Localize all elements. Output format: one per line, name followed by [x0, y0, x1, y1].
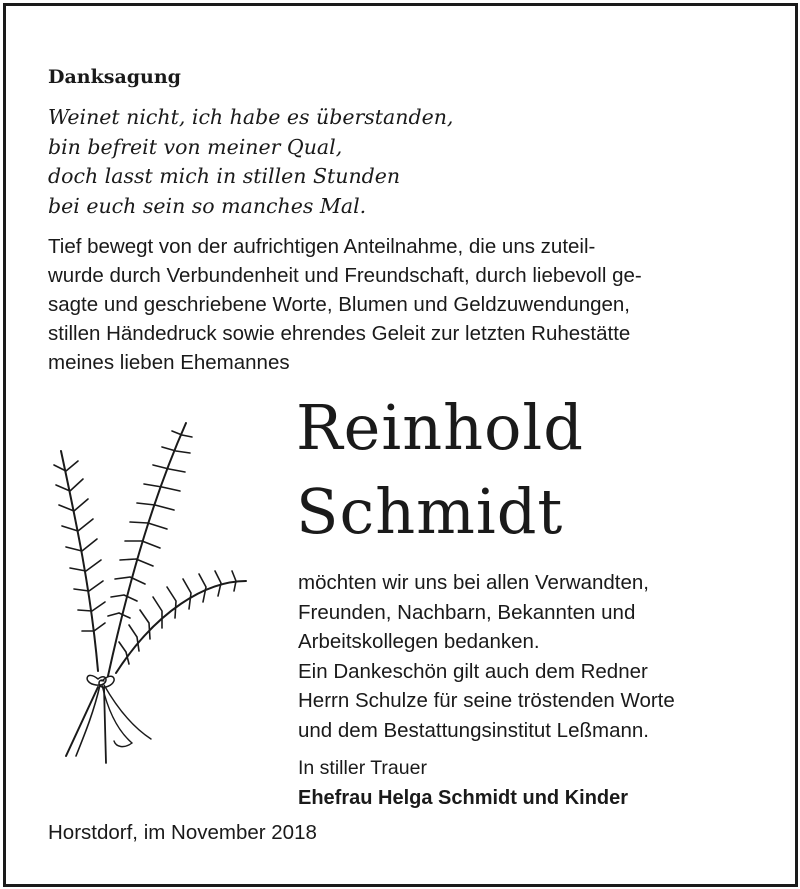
thanks-paragraph	[298, 568, 675, 745]
last-name: Schmidt	[296, 475, 564, 548]
place-date: Horstdorf, im November 2018	[48, 821, 317, 844]
poem-verse	[48, 103, 453, 221]
intro-paragraph	[48, 232, 642, 377]
thanks-line: möchten wir uns bei allen Verwandten,	[298, 571, 649, 594]
thanks-line: Herrn Schulze für seine tröstenden Worte	[298, 689, 675, 712]
intro-line: wurde durch Verbundenheit und Freundschaft, durch liebevoll ge-	[48, 264, 642, 287]
poem-line: bin befreit von meiner Qual,	[48, 134, 343, 159]
poem-line: doch lasst mich in stillen Stunden	[48, 164, 401, 188]
thanks-line: Ein Dankeschön gilt auch dem Redner	[298, 659, 648, 683]
thanks-line: Freunden, Nachbarn, Bekannten und	[298, 600, 636, 624]
intro-line: Tief bewegt von der aufrichtigen Anteilnahme, die uns zuteil-	[48, 235, 596, 258]
intro-line: meines lieben Ehemannes	[48, 351, 290, 374]
notice-heading: Danksagung	[48, 66, 181, 88]
mourning-line: In stiller Trauer	[298, 757, 427, 779]
thanks-line: Arbeitskollegen bedanken.	[298, 630, 540, 653]
notice-frame	[3, 3, 798, 887]
poem-line: Weinet nicht, ich habe es überstanden,	[48, 105, 454, 129]
poem-line: bei euch sein so manches Mal.	[48, 193, 367, 218]
intro-line: stillen Händedruck sowie ehrendes Geleit zur letzten Ruhestätte	[48, 322, 631, 345]
fern-bouquet-icon	[36, 411, 266, 771]
intro-line: sagte und geschriebene Worte, Blumen und Geldzuwendungen,	[48, 293, 630, 316]
deceased-name	[296, 386, 584, 554]
signature: Ehefrau Helga Schmidt und Kinder	[298, 787, 629, 809]
first-name: Reinhold	[296, 391, 584, 464]
thanks-line: und dem Bestattungsinstitut Leßmann.	[298, 718, 649, 742]
